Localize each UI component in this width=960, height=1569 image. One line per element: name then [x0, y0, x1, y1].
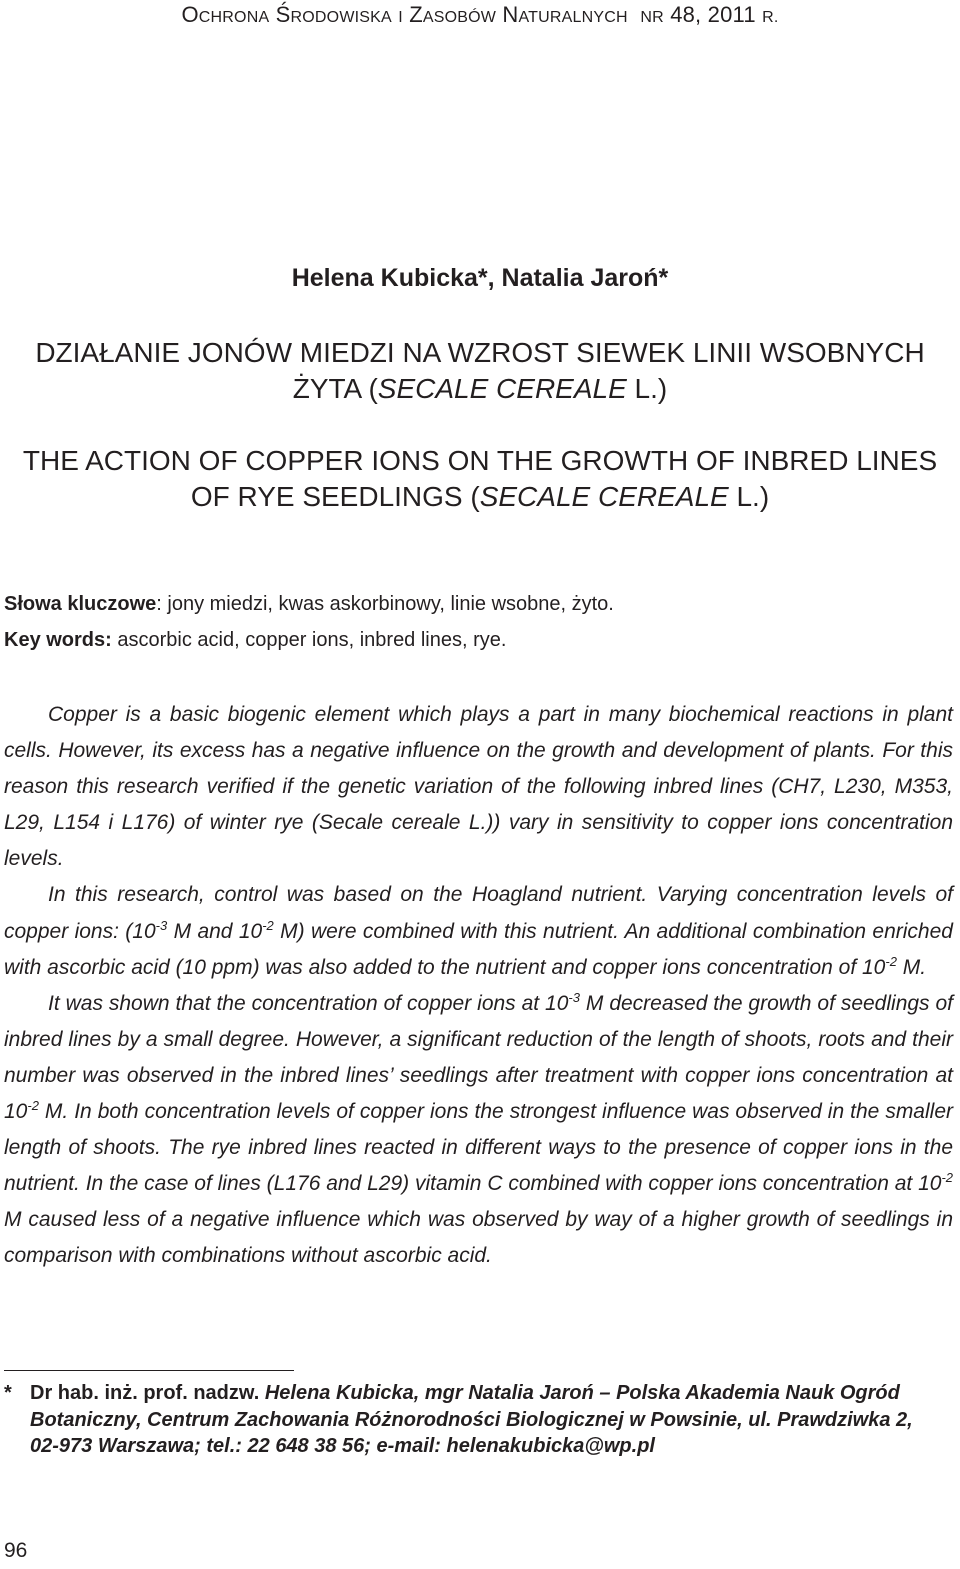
exponent: -2 [262, 917, 274, 933]
title-polish-line-1: DZIAŁANIE JONÓW MIEDZI NA WZROST SIEWEK LINII WSOBNYCH [35, 337, 925, 368]
title-text: OF RYE SEEDLINGS ( [190, 481, 480, 512]
species-name: SECALE CEREALE [377, 373, 627, 404]
keywords-english [4, 629, 506, 652]
title-polish [0, 335, 960, 407]
text-run: M and 10 [167, 919, 263, 943]
footnote-marker: * [4, 1382, 12, 1404]
exponent: -3 [155, 917, 168, 933]
exponent: -2 [885, 953, 897, 969]
title-text: ŻYTA ( [292, 373, 378, 404]
title-english [0, 443, 960, 515]
running-head-word: RODOWISKA [290, 9, 392, 26]
footnote-separator [4, 1370, 294, 1371]
running-head-year-suffix: R. [762, 9, 779, 26]
species-name: SECALE CEREALE [479, 481, 729, 512]
running-head-nr: NR [640, 9, 664, 26]
title-english-line-2 [0, 479, 960, 515]
text-run: M) were combined with this nutrient. An additional combination enriched with ascorbic acid (10 ppm) was also added to the nutrient and copper ions concentration of 10 [4, 919, 953, 979]
running-head-initial: N [502, 2, 519, 27]
abstract-paragraph-3 [4, 986, 953, 1275]
running-head-initial: Ś [275, 2, 291, 27]
keywords-label: Słowa kluczowe [4, 593, 157, 615]
running-head-initial: O [181, 2, 199, 27]
keywords-text: ascorbic acid, copper ions, inbred lines, rye. [111, 629, 507, 651]
text-run: It was shown that the concentration of copper ions at 10 [48, 991, 569, 1015]
abstract-paragraph-1: Copper is a basic biogenic element which plays a part in many biochemical reactions in plant cells. However, its excess has a negative influence on the growth and development of plants. For this reason this research verified if the genetic variation of the following inbred lines (CH7, L230, M353, L29, L154 i L176) of winter rye (Secale cereale L.)) vary in sensitivity to copper ions concentration levels. [4, 703, 953, 871]
abstract [4, 697, 953, 1275]
exponent: -2 [27, 1098, 39, 1114]
exponent: -3 [568, 989, 580, 1005]
footnote-body [30, 1380, 944, 1460]
keywords-text: : jony miedzi, kwas askorbinowy, linie wsobne, żyto. [156, 593, 614, 615]
text-run: M caused less of a negative influence which was observed by way of a higher growth of seedlings in comparison with combinations without ascorbic acid. [4, 1208, 953, 1268]
text-run: In this research, control was based on the Hoagland nutrient. Varying concentration levels of copper ions: (10 [4, 883, 953, 943]
running-head-word: ASOBÓW [422, 9, 497, 26]
running-head-word: I [398, 9, 403, 26]
keywords-label: Key words: [4, 629, 112, 651]
running-head-word: ATURALNYCH [518, 9, 628, 26]
abstract-paragraph-2 [4, 877, 953, 985]
page-number: 96 [4, 1539, 28, 1562]
author-line: Helena Kubicka*, Natalia Jaroń* [291, 264, 669, 292]
running-head [0, 2, 960, 28]
keywords-polish [4, 593, 614, 616]
footnote-titles: Dr hab. inż. prof. nadzw. [30, 1382, 265, 1404]
text-run: M. In both concentration levels of copper ions the strongest influence was observed in the smaller length of shoots. The rye inbred lines reacted in different ways to the presence of copper ions in the nutrient. In the case of lines (L176 and L29) vitamin C combined with copper ions concentration at 10 [4, 1100, 953, 1196]
footnote [4, 1380, 944, 1460]
running-head-initial: Z [409, 2, 423, 27]
running-head-issue: 48, 2011 [670, 2, 756, 27]
text-run: M. [896, 955, 927, 979]
title-polish-line-2 [0, 371, 960, 407]
title-text: L.) [728, 481, 770, 512]
footnote-affiliation: Helena Kubicka, mgr Natalia Jaroń – Polska Akademia Nauk Ogród Botaniczny, Centrum Zachowania Różnorodności Biologicznej w Powsinie, ul. Prawdziwka 2, 02-973 Warszawa; tel.: 22 648 38 56; e-mail: helenakubicka@wp.pl [30, 1382, 913, 1457]
title-text: L.) [626, 373, 668, 404]
title-english-line-1: THE ACTION OF COPPER IONS ON THE GROWTH OF INBRED LINES [22, 445, 938, 476]
running-head-word: CHRONA [198, 9, 270, 26]
exponent: -2 [941, 1170, 953, 1186]
text-run: M decreased the growth of seedlings of inbred lines by a small degree. However, a significant reduction of the length of shoots, roots and their number was observed in the inbred lines’ seedlings after treatment with copper ions concentration at 10 [4, 991, 953, 1124]
